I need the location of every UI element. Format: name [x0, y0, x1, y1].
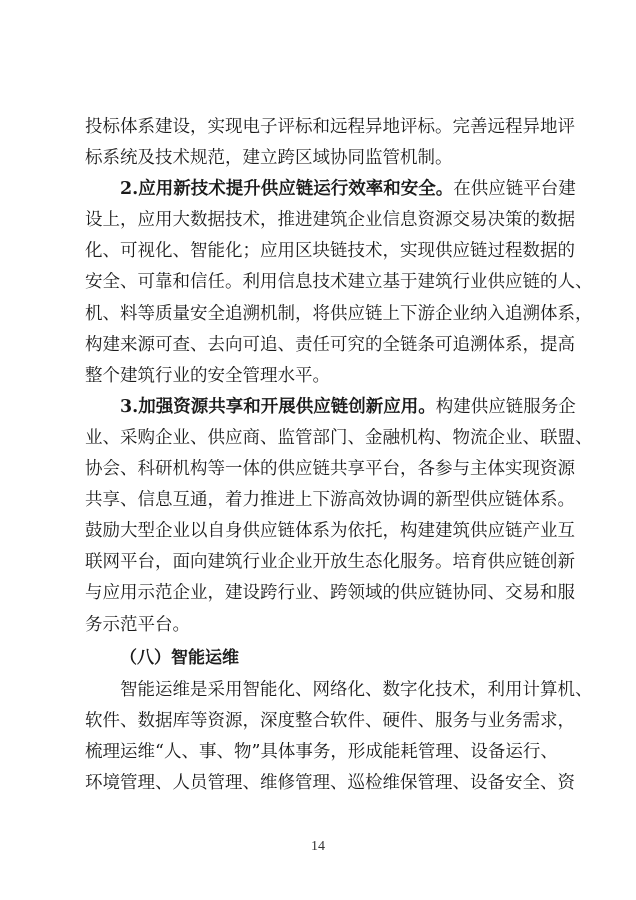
text-line: 标系统及技术规范，建立跨区域协同监管机制。 [85, 148, 453, 169]
text-line: 环境管理、人员管理、维修管理、巡检维保管理、设备安全、资 [85, 772, 575, 793]
paragraph-lead-line [85, 174, 576, 205]
lead-rest: 构建供应链服务企 [435, 396, 576, 417]
document-body [85, 112, 593, 799]
text-line: 务示范平台。 [85, 614, 190, 635]
text-line: 构建来源可查、去向可追、责任可究的全链条可追溯体系，提高 [85, 334, 575, 355]
text-line: 鼓励大型企业以自身供应链体系为依托，构建建筑供应链产业互 [85, 521, 575, 542]
text-line: 整个建筑行业的安全管理水平。 [85, 365, 330, 386]
text-line: 共享、信息互通，着力推进上下游高效协调的新型供应链体系。 [85, 490, 575, 511]
paragraph-lead-line [85, 392, 576, 423]
text-line: 联网平台，面向建筑行业企业开放生态化服务。培育供应链创新 [85, 552, 575, 573]
text-line: 软件、数据库等资源，深度整合软件、硬件、服务与业务需求， [85, 710, 575, 731]
text-line: 协会、科研机构等一体的供应链共享平台，各参与主体实现资源 [85, 459, 575, 480]
text-line: 设上，应用大数据技术，推进建筑企业信息资源交易决策的数据 [85, 210, 575, 231]
text-line: 化、可视化、智能化；应用区块链技术，实现供应链过程数据的 [85, 241, 575, 262]
text-line: 安全、可靠和信任。利用信息技术建立基于建筑行业供应链的人、 [85, 272, 593, 293]
section-heading: （八）智能运维 [120, 647, 239, 668]
text-line: 业、采购企业、供应商、监管部门、金融机构、物流企业、联盟、 [85, 427, 593, 448]
bold-lead: 3.加强资源共享和开展供应链创新应用。 [120, 396, 436, 417]
text-line: 与应用示范企业，建设跨行业、跨领域的供应链协同、交易和服 [85, 583, 575, 604]
page-number: 14 [311, 839, 325, 854]
bold-lead: 2.应用新技术提升供应链运行效率和安全。 [120, 179, 454, 200]
paragraph-first-line: 智能运维是采用智能化、网络化、数字化技术，利用计算机、 [120, 679, 593, 700]
text-line: 投标体系建设，实现电子评标和远程异地评标。完善远程异地评 [85, 117, 575, 137]
lead-rest: 在供应链平台建 [453, 179, 576, 200]
text-line: 机、料等质量安全追溯机制，将供应链上下游企业纳入追溯体系， [85, 303, 593, 324]
text-line: 梳理运维“人、事、物”具体事务，形成能耗管理、设备运行、 [85, 741, 558, 762]
